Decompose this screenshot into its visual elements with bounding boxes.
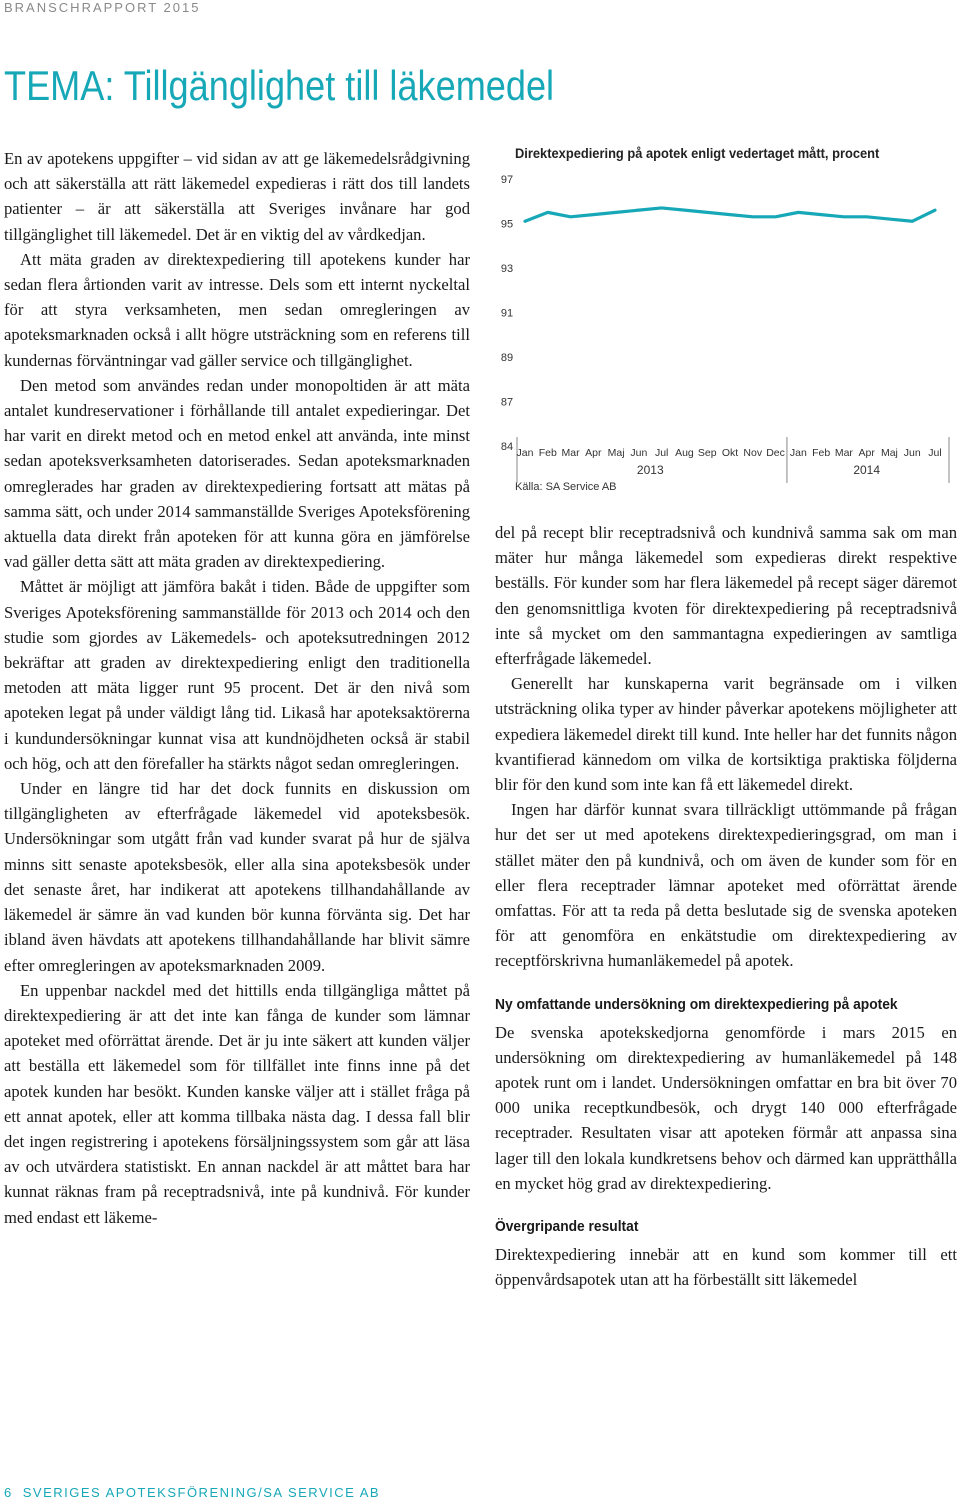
right-column [495,520,957,1292]
page-number: 6 [4,1485,13,1500]
chart-source: Källa: SA Service AB [515,481,617,493]
paragraph: Generellt har kunskaperna varit begränsade om i vilken utsträckning olika typer av hinder påverkar apotekens möjligheter att expediera läkemedel direkt till kund. Inte heller har det funnits någon kvantifierad kännedom om vilka de kortsiktiga praktiska följderna blir för den kund som inte kan få ett läkemedel direkt. [495,674,957,795]
x-tick-label: Jun [630,447,648,459]
page-footer [4,1485,380,1500]
paragraph: Ingen har därför kunnat svara tillräckligt uttömmande på frågan hur det ser ut med apotekens direktexpedieringsgrad, om man i stället mäter den på kundnivå, och om även de kunder som för en eller flera receptrader lämnar apoteket med oförrättat ärende omfattas. För att ta reda på detta beslutade sig de svenska apoteken för att genomföra en enkätstudie om direktexpediering av receptförskrivna humanläkemedel på apotek. [495,800,957,971]
section-heading: Ny omfattande undersökning om direktexpediering på apotek [495,995,898,1013]
paragraph: Den metod som användes redan under monopoltiden är att mäta antalet kundreservationer i förhållande till antalet expedieringar. Det har varit en direkt metod och en metod enkel att använda, inte minst sedan apoteksverksamheten datoriserades. Sedan apoteksmarknaden omreglerades har graden av direktexpediering fortsatt att mätas på samma sätt, och under 2014 sammanställde Sveriges Apoteksförening aktuella data direkt från apoteken för att kunna göra en jämförelse vad gäller detta sätt att mäta graden av direktexpediering. [4,375,470,572]
y-tick-label: 87 [500,396,514,409]
paragraph: Måttet är möjligt att jämföra bakåt i tiden. Både de uppgifter som Sveriges Apoteksförening sammanställde för 2013 och 2014 och den studie som gjordes av Läkemedels- och apoteksutredningen 2012 bekräftar att graden av direktexpediering enligt den traditionella metoden att mäta ligger runt 95 procent. Det är den nivå som apoteken legat på under väldigt lång tid. Likaså har apoteksaktörerna i kundundersökningar kunnat visa att kundnöjdheten också är stabil och hög, och att den förefaller ha stärkts något sedan omregleringen. [4,577,470,773]
x-tick-label: Maj [607,447,625,459]
x-tick-label: Jul [928,447,942,459]
x-tick-label: Mar [561,447,580,459]
paragraph: En av apotekens uppgifter – vid sidan av att ge läkemedelsrådgivning och att säkerställa att rätt läkemedel expedieras i rätt dos till landets patienter – är att säkerställa att Sveriges invånare har god tillgänglighet till läkemedel. Det är en viktig del av vårdkedjan. [4,149,470,244]
x-tick-label: Jun [903,447,921,459]
x-tick-label: Jan [789,447,807,459]
report-header: BRANSCHRAPPORT 2015 [4,0,201,15]
x-tick-label: Feb [538,447,557,459]
paragraph: Direktexpediering innebär att en kund som kommer till ett öppenvårdsapotek utan att ha förbeställt sitt läkemedel [495,1245,957,1290]
x-tick-label: Okt [721,447,739,459]
x-tick-label: Dec [766,447,785,459]
direct-dispensing-chart [495,143,957,503]
page-title: TEMA: Tillgänglighet till läkemedel [4,62,555,109]
y-tick-label: 95 [500,218,514,231]
paragraph: Under en längre tid har det dock funnits en diskussion om tillgängligheten av efterfrågade läkemedel vid apoteksbesök. Undersökningar som utgått från vad kunder svarat på hur de själva minns sitt senaste apoteksbesök, eller alla sina apoteksbesök under det senaste året, har indikerat att apotekens tillhandahållande av läkemedel är sämre än vad kunden bör kunna förvänta sig. Det har ibland även hävdats att apotekens tillhandahållande har blivit sämre efter omregleringen av apoteksmarknaden 2009. [4,779,470,975]
y-tick-label: 84 [500,441,514,453]
paragraph: del på recept blir receptradsnivå och kundnivå samma sak om man mäter hur många läkemedel som expedieras direkt respektive beställs. För kunder som har flera läkemedel på recept säger däremot den genomsnittliga kvoten för direktexpediering på receptradsnivå inte så mycket om den sammantagna expedieringen av samtliga efterfrågade läkemedel. [495,523,957,669]
x-tick-label: Nov [743,447,763,459]
chart-title: Direktexpediering på apotek enligt vedertaget mått, procent [515,145,880,161]
paragraph: De svenska apotekskedjorna genomförde i mars 2015 en undersökning om direktexpediering av humanläkemedel på 148 apotek runt om i landet. Undersökningen omfattar en bra bit över 70 000 unika receptkundbesök, och drygt 140 000 efterfrågade receptrader. Resultaten visar att apoteken förmår att anpassa sina lager till den lokala kundkretsens behov och därmed kan upprätthålla en mycket hög grad av direktexpediering. [495,1022,957,1193]
x-tick-label: Apr [858,447,875,459]
y-tick-label: 97 [500,174,514,186]
paragraph: En uppenbar nackdel med det hittills enda tillgängliga måttet på direktexpediering är att det inte kan fånga de kunder som lämnar apoteket med oförrättat ärende. Det är ju inte säkert att kunden väljer att beställa ett läkemedel som för tillfället inte finns inne på det apotek kunden har besökt. Kunden kanske väljer att i stället fråga på ett annat apotek, eller att komma tillbaka nästa dag. I dessa fall blir det ingen registrering i apotekens försäljningssystem som går att läsa av och utvärdera statistiskt. En annan nackdel är att måttet bara har kunnat räknas fram på receptradsnivå, inte på kundnivå. För kunder med endast ett läkeme- [4,980,470,1227]
x-tick-label: Aug [675,447,694,459]
x-tick-label: Sep [697,447,717,459]
year-label: 2014 [853,463,881,477]
x-tick-label: Apr [585,447,602,459]
x-tick-label: Mar [834,447,853,459]
y-tick-label: 93 [500,263,514,275]
footer-text: SVERIGES APOTEKSFÖRENING/SA SERVICE AB [22,1485,381,1500]
y-tick-label: 91 [500,307,514,320]
y-tick-label: 89 [500,352,514,364]
section-heading: Övergripande resultat [495,1218,639,1236]
chart-plot [495,143,957,483]
series-line [525,208,935,221]
year-label: 2013 [636,463,664,477]
x-tick-label: Jan [516,447,534,459]
x-tick-label: Feb [812,447,831,459]
x-tick-label: Jul [654,447,669,459]
x-tick-label: Maj [880,447,898,459]
left-column [4,146,470,1230]
paragraph: Att mäta graden av direktexpediering till apotekens kunder har sedan flera årtionden varit av intresse. Dels som ett internt nyckeltal för att styra verksamheten, men sedan omregleringen av apoteksmarknaden också i allt högre utsträckning som en referens till kundernas förväntningar vad gäller service och tillgänglighet. [4,249,470,370]
